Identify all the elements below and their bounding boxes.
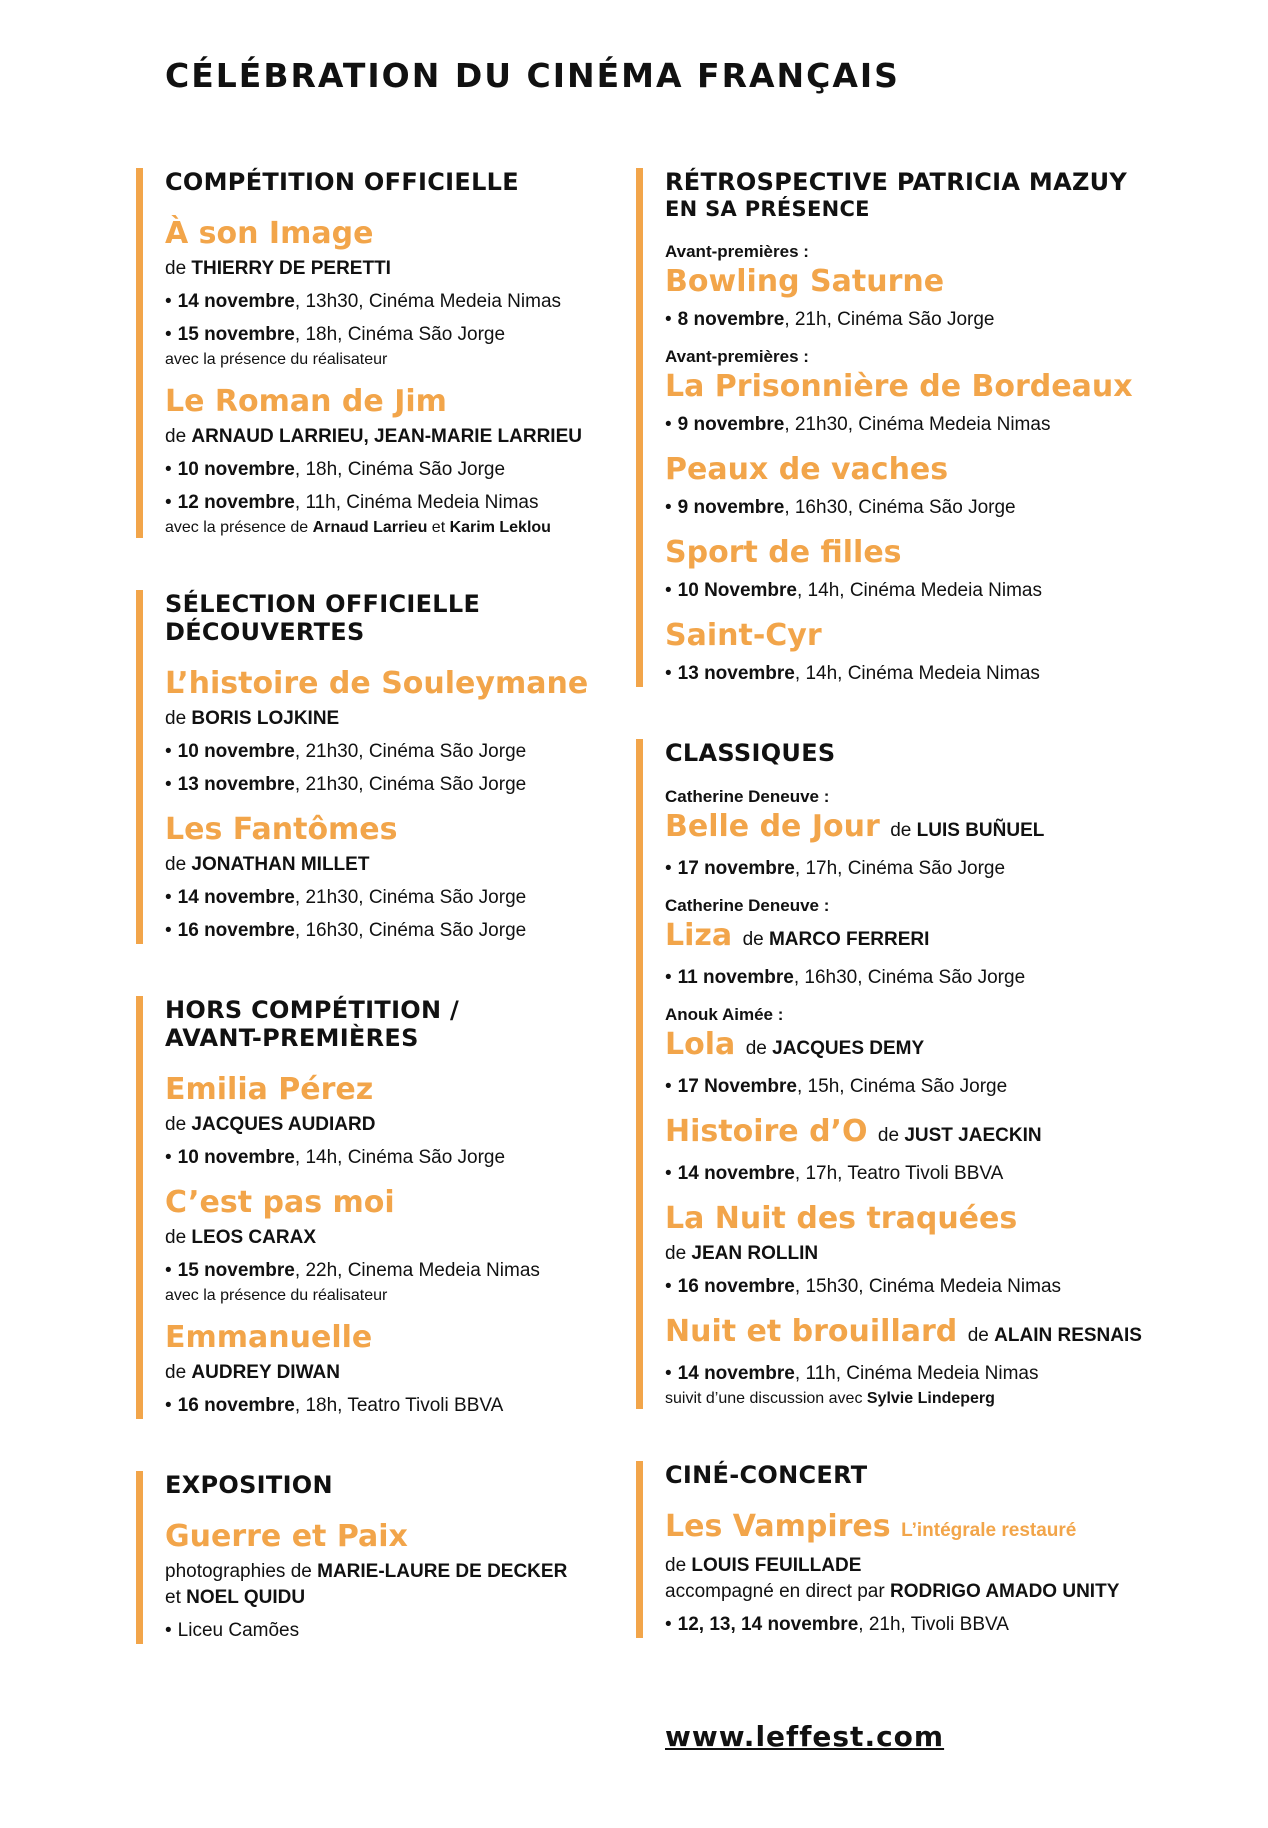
bullet-icon: • (165, 1147, 172, 1168)
section-heading: CLASSIQUES (665, 739, 836, 767)
section-heading: CINÉ-CONCERT (665, 1461, 868, 1489)
screening: • 16 novembre, 16h30, Cinéma São Jorge (165, 918, 616, 944)
section-heading: HORS COMPÉTITION / AVANT-PREMIÈRES (165, 996, 460, 1052)
screening-note: avec la présence du réalisateur (165, 1287, 388, 1304)
bullet-icon: • (165, 741, 172, 762)
film-entry (165, 812, 616, 944)
bullet-icon: • (165, 492, 172, 513)
film-director: de THIERRY DE PERETTI (165, 258, 391, 279)
film-title: Liza de MARCO FERRERI (665, 918, 930, 953)
right-column (636, 168, 1156, 1690)
bullet-icon: • (165, 774, 172, 795)
bullet-icon: • (165, 459, 172, 480)
screening: • 14 novembre, 17h, Teatro Tivoli BBVA (665, 1161, 1156, 1187)
screening-note: suivit d’une discussion avec Sylvie Lindeperg (665, 1390, 995, 1407)
screening: • 13 novembre, 21h30, Cinéma São Jorge (165, 772, 616, 798)
section-exposition (136, 1471, 616, 1644)
screening: • 10 novembre, 18h, Cinéma São Jorge (165, 457, 616, 483)
page-title: CÉLÉBRATION DU CINÉMA FRANÇAIS (165, 56, 900, 95)
section-competition-officielle (136, 168, 616, 538)
film-director: de ARNAUD LARRIEU, JEAN-MARIE LARRIEU (165, 426, 582, 447)
bullet-icon: • (665, 1614, 672, 1635)
bullet-icon: • (165, 920, 172, 941)
film-note: L’intégrale restauré (901, 1520, 1077, 1541)
film-title: L’histoire de Souleymane (165, 666, 589, 701)
film-director: de JEAN ROLLIN (665, 1243, 819, 1264)
screening: • 10 novembre, 14h, Cinéma São Jorge (165, 1145, 616, 1171)
bullet-icon: • (665, 663, 672, 684)
screening: • 13 novembre, 14h, Cinéma Medeia Nimas (665, 661, 1156, 687)
section-hors-competition (136, 996, 616, 1419)
film-director: de MARCO FERRERI (742, 929, 930, 950)
film-director: de JACQUES DEMY (745, 1038, 925, 1059)
film-director: de LEOS CARAX (165, 1227, 316, 1248)
bullet-icon: • (665, 1363, 672, 1384)
section-cine-concert (636, 1461, 1156, 1638)
bullet-icon: • (665, 309, 672, 330)
film-category: Anouk Aimée : (665, 1005, 784, 1024)
film-entry (665, 1509, 1156, 1638)
film-entry (665, 1314, 1156, 1409)
film-category: Catherine Deneuve : (665, 787, 830, 806)
bullet-icon: • (665, 1076, 672, 1097)
film-title: La Prisonnière de Bordeaux (665, 369, 1133, 404)
film-entry (665, 1114, 1156, 1187)
film-director: de ALAIN RESNAIS (967, 1325, 1142, 1346)
film-director: de LUIS BUÑUEL (890, 820, 1045, 841)
screening: • 12 novembre, 11h, Cinéma Medeia Nimas (165, 490, 616, 516)
screening: • 9 novembre, 21h30, Cinéma Medeia Nimas (665, 412, 1156, 438)
left-column (136, 168, 616, 1696)
bullet-icon: • (165, 1260, 172, 1281)
film-entry (165, 1185, 616, 1306)
bullet-icon: • (665, 497, 672, 518)
film-title: Les Vampires L’intégrale restauré (665, 1509, 1077, 1544)
film-entry (165, 666, 616, 798)
film-entry (165, 384, 616, 538)
bullet-icon: • (665, 967, 672, 988)
section-decouvertes (136, 590, 616, 944)
film-entry (665, 242, 1156, 333)
film-title: Les Fantômes (165, 812, 398, 847)
film-entry (665, 896, 1156, 991)
film-title: Peaux de vaches (665, 452, 949, 487)
film-title: Sport de filles (665, 535, 902, 570)
bullet-icon: • (665, 580, 672, 601)
film-category: Avant-premières : (665, 242, 809, 261)
film-title: Saint-Cyr (665, 618, 822, 653)
bullet-icon: • (165, 1395, 172, 1416)
section-heading: COMPÉTITION OFFICIELLE (165, 168, 519, 196)
film-title: Bowling Saturne (665, 264, 945, 299)
film-entry (665, 535, 1156, 604)
screening-note: avec la présence de Arnaud Larrieu et Karim Leklou (165, 519, 551, 536)
film-director: de LOUIS FEUILLADE accompagné en direct par RODRIGO AMADO UNITY (665, 1555, 1120, 1602)
website-link[interactable]: www.leffest.com (665, 1720, 945, 1753)
bullet-icon: • (165, 887, 172, 908)
film-title: Guerre et Paix (165, 1519, 408, 1554)
film-title: La Nuit des traquées (665, 1201, 1018, 1236)
bullet-icon: • (165, 1620, 172, 1641)
film-title: Emilia Pérez (165, 1072, 374, 1107)
film-director: de JONATHAN MILLET (165, 854, 370, 875)
section-classiques (636, 739, 1156, 1409)
screening: • 15 novembre, 18h, Cinéma São Jorge (165, 322, 616, 348)
film-title: Le Roman de Jim (165, 384, 447, 419)
screening: • 9 novembre, 16h30, Cinéma São Jorge (665, 495, 1156, 521)
film-title: Belle de Jour de LUIS BUÑUEL (665, 809, 1045, 844)
screening: • 10 Novembre, 14h, Cinéma Medeia Nimas (665, 578, 1156, 604)
film-entry (165, 1320, 616, 1419)
film-title: Lola de JACQUES DEMY (665, 1027, 925, 1062)
film-director: de JACQUES AUDIARD (165, 1114, 376, 1135)
film-entry (665, 1201, 1156, 1300)
film-entry (165, 1519, 616, 1644)
film-title: Emmanuelle (165, 1320, 373, 1355)
film-entry (665, 618, 1156, 687)
screening: • 16 novembre, 15h30, Cinéma Medeia Nimas (665, 1274, 1156, 1300)
film-entry (165, 216, 616, 370)
film-entry (665, 347, 1156, 438)
screening: • 16 novembre, 18h, Teatro Tivoli BBVA (165, 1393, 616, 1419)
screening: • 12, 13, 14 novembre, 21h, Tivoli BBVA (665, 1612, 1156, 1638)
film-title: C’est pas moi (165, 1185, 395, 1220)
bullet-icon: • (165, 291, 172, 312)
bullet-icon: • (665, 414, 672, 435)
film-director: photographies de MARIE-LAURE DE DECKER et NOEL QUIDU (165, 1561, 568, 1608)
film-entry (665, 1005, 1156, 1100)
screening: • 14 novembre, 11h, Cinéma Medeia Nimas (665, 1361, 1156, 1387)
screening: • 17 Novembre, 15h, Cinéma São Jorge (665, 1074, 1156, 1100)
film-title: Histoire d’O de JUST JAECKIN (665, 1114, 1042, 1149)
section-heading: SÉLECTION OFFICIELLE DÉCOUVERTES (165, 590, 481, 646)
screening: • 10 novembre, 21h30, Cinéma São Jorge (165, 739, 616, 765)
film-category: Catherine Deneuve : (665, 896, 830, 915)
screening: • 17 novembre, 17h, Cinéma São Jorge (665, 856, 1156, 882)
film-director: de JUST JAECKIN (877, 1125, 1042, 1146)
bullet-icon: • (665, 1163, 672, 1184)
film-director: de AUDREY DIWAN (165, 1362, 340, 1383)
section-heading: RÉTROSPECTIVE PATRICIA MAZUY EN SA PRÉSENCE (665, 168, 1128, 221)
section-retrospective (636, 168, 1156, 687)
screening: • 14 novembre, 21h30, Cinéma São Jorge (165, 885, 616, 911)
film-entry (665, 452, 1156, 521)
film-entry (165, 1072, 616, 1171)
film-entry (665, 787, 1156, 882)
screening: • Liceu Camões (165, 1618, 616, 1644)
screening: • 8 novembre, 21h, Cinéma São Jorge (665, 307, 1156, 333)
film-director: de BORIS LOJKINE (165, 708, 340, 729)
film-category: Avant-premières : (665, 347, 809, 366)
bullet-icon: • (165, 324, 172, 345)
screening-note: avec la présence du réalisateur (165, 351, 388, 368)
bullet-icon: • (665, 858, 672, 879)
film-title: À son Image (165, 216, 374, 251)
screening: • 14 novembre, 13h30, Cinéma Medeia Nimas (165, 289, 616, 315)
screening: • 11 novembre, 16h30, Cinéma São Jorge (665, 965, 1156, 991)
section-heading: EXPOSITION (165, 1471, 333, 1499)
film-title: Nuit et brouillard de ALAIN RESNAIS (665, 1314, 1142, 1349)
screening: • 15 novembre, 22h, Cinema Medeia Nimas (165, 1258, 616, 1284)
bullet-icon: • (665, 1276, 672, 1297)
